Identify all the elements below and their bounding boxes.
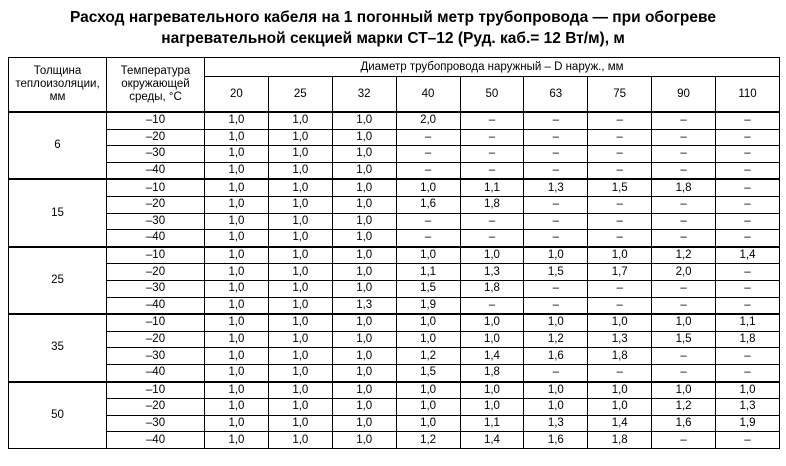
value-cell: 1,3 [460,264,524,281]
table-row [9,196,780,213]
temperature-cell: –30 [107,213,205,230]
value-cell: 1,2 [524,331,588,348]
value-cell: 1,2 [652,247,716,264]
temperature-cell: –20 [107,331,205,348]
table-row [9,162,780,179]
value-cell: 1,0 [588,399,652,416]
temperature-cell: –10 [107,247,205,264]
value-cell: 1,0 [205,264,269,281]
value-cell: 1,0 [205,432,269,449]
value-cell: – [460,129,524,146]
value-cell: 1,3 [332,297,396,314]
value-cell: – [588,280,652,297]
value-cell: – [652,162,716,179]
header-diameter-50: 50 [460,77,524,113]
value-cell: 1,0 [268,314,332,331]
value-cell: 1,0 [268,146,332,163]
value-cell: – [524,196,588,213]
header-diameter-32: 32 [332,77,396,113]
header-ambient-temperature: Температура окружающей среды, °С [107,58,205,113]
value-cell: – [716,297,780,314]
value-cell: 1,4 [460,432,524,449]
table-row [9,314,780,331]
value-cell: – [524,213,588,230]
value-cell: – [396,162,460,179]
value-cell: 1,1 [716,314,780,331]
value-cell: 1,0 [716,382,780,399]
value-cell: – [652,432,716,449]
value-cell: 1,0 [460,382,524,399]
value-cell: – [460,230,524,247]
value-cell: 1,0 [205,179,269,196]
value-cell: – [652,112,716,129]
value-cell: – [460,162,524,179]
value-cell: 1,0 [332,382,396,399]
value-cell: 1,0 [205,314,269,331]
value-cell: 1,0 [268,297,332,314]
value-cell: 1,0 [332,432,396,449]
value-cell: 1,0 [268,382,332,399]
value-cell: 1,2 [396,432,460,449]
value-cell: 1,0 [524,382,588,399]
value-cell: 1,5 [652,331,716,348]
header-diameter-90: 90 [652,77,716,113]
value-cell: 1,0 [396,179,460,196]
value-cell: 1,0 [396,331,460,348]
value-cell: 1,0 [652,314,716,331]
table-row [9,247,780,264]
value-cell: 1,0 [205,297,269,314]
value-cell: 1,9 [396,297,460,314]
value-cell: 1,0 [588,314,652,331]
temperature-cell: –20 [107,129,205,146]
value-cell: 1,0 [205,399,269,416]
value-cell: 1,0 [268,129,332,146]
value-cell: – [396,213,460,230]
table-row [9,364,780,381]
table-row [9,415,780,432]
header-diameter-40: 40 [396,77,460,113]
value-cell: 1,1 [460,179,524,196]
value-cell: 1,0 [268,432,332,449]
value-cell: 1,0 [460,331,524,348]
value-cell: 1,0 [332,162,396,179]
value-cell: 1,3 [716,399,780,416]
value-cell: 1,1 [460,415,524,432]
header-diameter-110: 110 [716,77,780,113]
value-cell: 1,0 [268,348,332,365]
value-cell: 1,0 [588,382,652,399]
value-cell: 1,0 [332,247,396,264]
value-cell: – [716,348,780,365]
value-cell: – [652,213,716,230]
temperature-cell: –30 [107,348,205,365]
value-cell: 1,0 [205,162,269,179]
value-cell: 1,6 [396,196,460,213]
value-cell: 1,2 [652,399,716,416]
value-cell: 1,5 [396,364,460,381]
value-cell: 1,0 [205,213,269,230]
value-cell: – [652,196,716,213]
value-cell: – [716,162,780,179]
value-cell: 1,5 [524,264,588,281]
value-cell: 1,5 [396,280,460,297]
table-row [9,146,780,163]
value-cell: 1,0 [332,230,396,247]
value-cell: 1,8 [716,331,780,348]
value-cell: 1,8 [588,348,652,365]
value-cell: – [716,179,780,196]
value-cell: – [396,230,460,247]
value-cell: – [524,364,588,381]
value-cell: 1,0 [332,280,396,297]
value-cell: 1,0 [205,280,269,297]
table-row [9,432,780,449]
value-cell: – [588,213,652,230]
value-cell: – [524,112,588,129]
value-cell: 1,0 [332,146,396,163]
value-cell: – [588,129,652,146]
temperature-cell: –40 [107,432,205,449]
value-cell: – [588,297,652,314]
value-cell: 1,8 [588,432,652,449]
table-row [9,399,780,416]
value-cell: – [652,146,716,163]
table-row [9,129,780,146]
temperature-cell: –10 [107,382,205,399]
temperature-cell: –30 [107,280,205,297]
insulation-thickness-cell: 25 [9,247,107,314]
value-cell: – [588,230,652,247]
value-cell: 1,4 [460,348,524,365]
insulation-thickness-cell: 6 [9,112,107,179]
value-cell: – [460,213,524,230]
value-cell: 1,0 [268,264,332,281]
header-pipe-diameter: Диаметр трубопровода наружный – D наруж., мм [205,58,780,77]
temperature-cell: –30 [107,415,205,432]
value-cell: 1,0 [268,280,332,297]
value-cell: 1,4 [588,415,652,432]
value-cell: 1,0 [460,247,524,264]
temperature-cell: –40 [107,297,205,314]
cable-consumption-table [8,57,780,449]
value-cell: – [716,280,780,297]
value-cell: 1,0 [460,314,524,331]
value-cell: 1,0 [205,129,269,146]
temperature-cell: –20 [107,196,205,213]
value-cell: – [652,230,716,247]
value-cell: – [588,364,652,381]
table-row [9,331,780,348]
value-cell: 1,0 [205,146,269,163]
value-cell: – [652,364,716,381]
value-cell: 1,0 [652,382,716,399]
value-cell: 1,9 [716,415,780,432]
value-cell: 1,0 [205,364,269,381]
value-cell: 1,0 [205,331,269,348]
value-cell: 1,0 [396,382,460,399]
value-cell: 1,0 [332,213,396,230]
value-cell: 1,3 [524,415,588,432]
value-cell: – [588,112,652,129]
table-row [9,264,780,281]
header-diameter-63: 63 [524,77,588,113]
value-cell: – [524,162,588,179]
value-cell: 1,0 [332,129,396,146]
title-line-1: Расход нагревательного кабеля на 1 погонный метр трубопровода — при обогреве [70,9,716,26]
value-cell: 1,0 [332,112,396,129]
temperature-cell: –10 [107,112,205,129]
value-cell: – [588,146,652,163]
value-cell: – [524,129,588,146]
value-cell: 1,0 [268,112,332,129]
value-cell: 1,0 [332,179,396,196]
value-cell: 1,0 [205,247,269,264]
value-cell: – [460,112,524,129]
value-cell: – [652,348,716,365]
title-line-2: нагревательной секцией марки СТ–12 (Руд. каб.= 12 Вт/м), м [161,30,625,47]
value-cell: 1,1 [396,264,460,281]
temperature-cell: –30 [107,146,205,163]
value-cell: 1,0 [332,399,396,416]
table-row [9,230,780,247]
value-cell: 1,7 [588,264,652,281]
value-cell: – [396,146,460,163]
temperature-cell: –10 [107,179,205,196]
value-cell: 1,0 [205,230,269,247]
value-cell: 1,0 [396,314,460,331]
value-cell: 1,0 [524,399,588,416]
insulation-thickness-cell: 15 [9,179,107,246]
header-diameter-25: 25 [268,77,332,113]
value-cell: 1,6 [652,415,716,432]
insulation-thickness-cell: 50 [9,382,107,449]
value-cell: – [652,297,716,314]
value-cell: 1,0 [524,247,588,264]
value-cell: – [588,162,652,179]
temperature-cell: –20 [107,399,205,416]
value-cell: 1,0 [268,213,332,230]
value-cell: 2,0 [396,112,460,129]
insulation-thickness-cell: 35 [9,314,107,381]
header-diameter-75: 75 [588,77,652,113]
value-cell: – [716,264,780,281]
value-cell: 1,0 [332,348,396,365]
value-cell: – [716,146,780,163]
temperature-cell: –20 [107,264,205,281]
table-row [9,348,780,365]
value-cell: 2,0 [652,264,716,281]
header-insulation-thickness: Толщина теплоизоляции, мм [9,58,107,113]
temperature-cell: –40 [107,162,205,179]
value-cell: – [716,129,780,146]
value-cell: 1,0 [332,196,396,213]
table-row [9,179,780,196]
table-row [9,112,780,129]
value-cell: 1,0 [332,331,396,348]
value-cell: 1,0 [460,399,524,416]
value-cell: – [716,112,780,129]
temperature-cell: –40 [107,364,205,381]
value-cell: – [524,280,588,297]
table-row [9,382,780,399]
value-cell: – [716,432,780,449]
value-cell: 1,0 [205,415,269,432]
value-cell: – [652,129,716,146]
value-cell: 1,0 [268,364,332,381]
value-cell: – [524,146,588,163]
value-cell: – [716,364,780,381]
value-cell: 1,0 [332,364,396,381]
value-cell: 1,0 [268,162,332,179]
value-cell: 1,8 [460,280,524,297]
value-cell: – [588,196,652,213]
value-cell: – [716,213,780,230]
header-diameter-20: 20 [205,77,269,113]
value-cell: 1,0 [396,415,460,432]
value-cell: 1,0 [205,382,269,399]
value-cell: – [396,129,460,146]
value-cell: 1,3 [588,331,652,348]
value-cell: 1,0 [268,179,332,196]
table-row [9,280,780,297]
page-title [0,0,786,51]
value-cell: 1,0 [332,415,396,432]
value-cell: 1,5 [588,179,652,196]
value-cell: 1,0 [205,196,269,213]
value-cell: 1,0 [268,415,332,432]
value-cell: 1,0 [268,399,332,416]
value-cell: 1,0 [588,247,652,264]
value-cell: 1,0 [205,112,269,129]
value-cell: 1,0 [524,314,588,331]
value-cell: 1,0 [268,331,332,348]
value-cell: 1,8 [460,364,524,381]
value-cell: – [460,146,524,163]
value-cell: – [524,230,588,247]
value-cell: – [460,297,524,314]
value-cell: 1,0 [396,399,460,416]
table-row [9,297,780,314]
value-cell: 1,0 [268,247,332,264]
value-cell: – [524,297,588,314]
value-cell: – [652,280,716,297]
value-cell: 1,3 [524,179,588,196]
value-cell: 1,2 [396,348,460,365]
table-row [9,213,780,230]
value-cell: 1,4 [716,247,780,264]
value-cell: 1,0 [268,196,332,213]
value-cell: 1,0 [268,230,332,247]
value-cell: 1,0 [332,314,396,331]
value-cell: 1,6 [524,348,588,365]
temperature-cell: –10 [107,314,205,331]
temperature-cell: –40 [107,230,205,247]
value-cell: – [716,230,780,247]
value-cell: 1,6 [524,432,588,449]
value-cell: 1,0 [205,348,269,365]
value-cell: – [716,196,780,213]
value-cell: 1,8 [652,179,716,196]
value-cell: 1,0 [396,247,460,264]
value-cell: 1,0 [332,264,396,281]
value-cell: 1,8 [460,196,524,213]
